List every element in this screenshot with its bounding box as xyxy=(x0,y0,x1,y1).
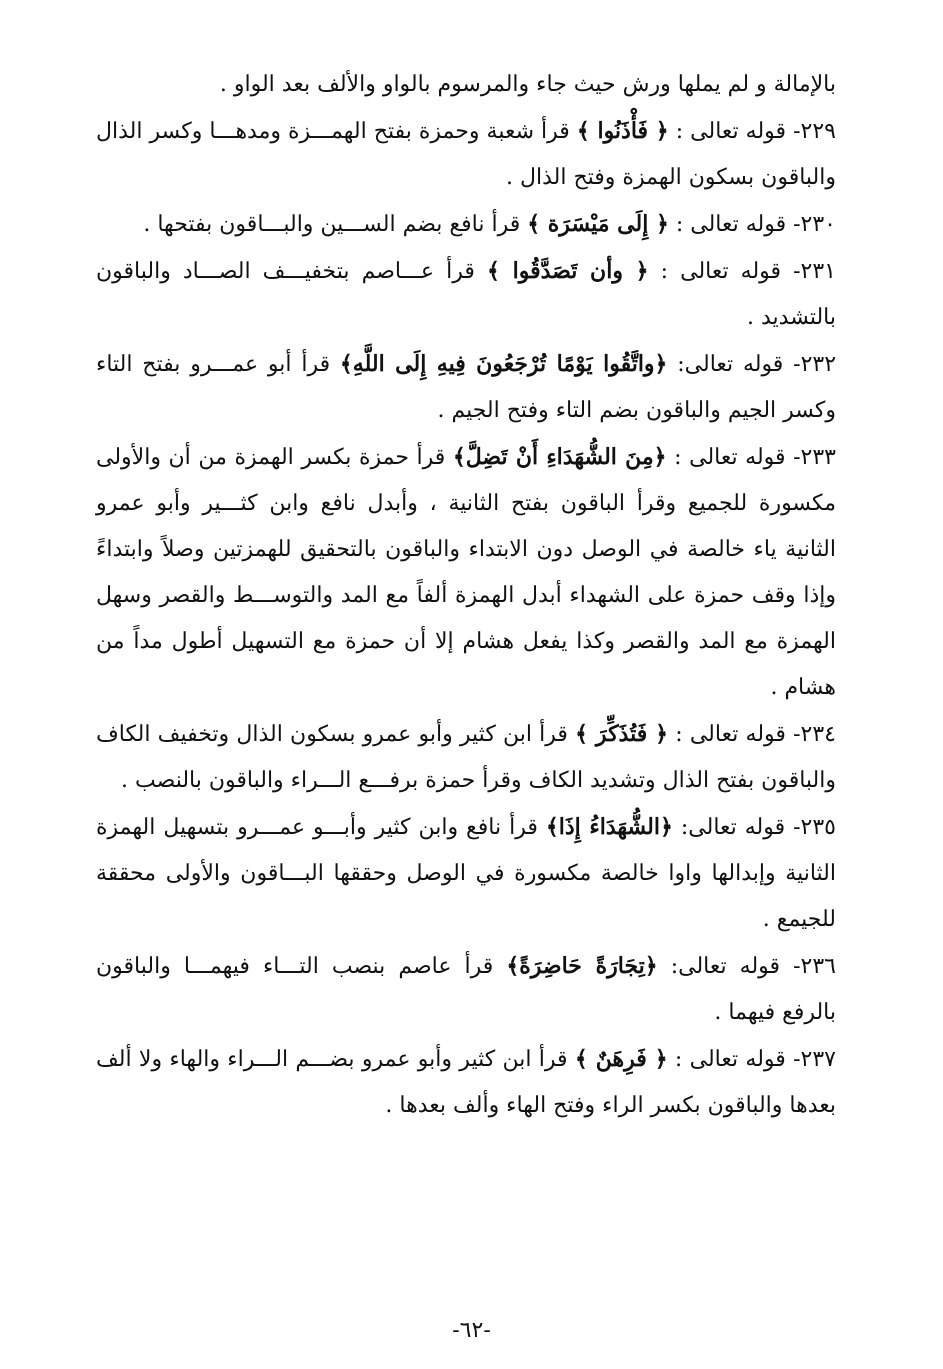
entry-lead: ٢٣٤- قوله تعالى : xyxy=(668,722,836,747)
entry-232 xyxy=(96,341,836,434)
entry-lead: ٢٣٧- قوله تعالى : xyxy=(667,1047,836,1072)
entry-text: قرأ نافع وابن كثير وأبـــو عمـــرو بتسهيل الهمزة الثانية وإبدالها واوا خالصة مكسورة في الوصل وحققها البـــاقون والأولى محققة للجيمع . xyxy=(96,815,836,932)
entry-229 xyxy=(96,108,836,201)
entry-lead: ٢٣٢- قوله تعالى: xyxy=(667,352,837,377)
entry-text: قرأ شعبة وحمزة بفتح الهمـــزة ومدهـــا وكسر الذال والباقون بسكون الهمزة وفتح الذال . xyxy=(96,119,836,190)
quran-verse: ﴿واتَّقُوا يَوْمًا تُرْجَعُونَ فِيهِ إِلَى اللَّهِ﴾ xyxy=(339,351,668,377)
page-number: -٦٢- xyxy=(452,1318,491,1343)
text-continuation xyxy=(96,62,836,108)
quran-verse: ﴿تِجَارَةً حَاضِرَةً﴾ xyxy=(506,953,658,979)
entry-text: قرأ حمزة بكسر الهمزة من أن والأولى مكسورة للجميع وقرأ الباقون بفتح الثانية ، وأبدل نافع وابن كثـــير وأبو عمرو الثانية ياء خالصة في الوصل دون الابتداء والباقون بالتحقيق للهمزتين وصلاً وابتداءً وإذا وقف حمزة على الشهداء أبدل الهمزة ألفاً مع المد والتوســـط والقصر وسهل الهمزة مع المد والقصر وكذا يفعل هشام إلا أن حمزة مع التسهيل أطول مداً من هشام . xyxy=(96,445,836,700)
quran-verse: ﴿ إِلَى مَيْسَرَة ﴾ xyxy=(527,211,669,237)
entry-235 xyxy=(96,804,836,943)
entry-lead: ٢٣٠- قوله تعالى : xyxy=(668,212,836,237)
quran-verse: ﴿ فَرِهَنٌ ﴾ xyxy=(574,1046,668,1072)
page-body xyxy=(96,62,836,1129)
entry-text: قرأ أبو عمـــرو بفتح التاء وكسر الجيم والباقون بضم التاء وفتح الجيم . xyxy=(96,352,836,423)
entry-237 xyxy=(96,1036,836,1129)
entry-231 xyxy=(96,248,836,341)
quran-verse: ﴿ فَتُذَكِّرَ ﴾ xyxy=(575,721,669,747)
entry-lead: ٢٣٥- قوله تعالى: xyxy=(672,815,836,840)
entry-230 xyxy=(96,201,836,248)
entry-233 xyxy=(96,434,836,711)
quran-verse: ﴿ فَأْذَنُوا ﴾ xyxy=(576,118,669,144)
entry-lead: ٢٣٦- قوله تعالى: xyxy=(657,954,836,979)
quran-verse: ﴿الشُّهَدَاءُ إِذَا﴾ xyxy=(545,814,673,840)
entry-lead: ٢٣٣- قوله تعالى : xyxy=(666,445,836,470)
entry-text: قرأ عاصم بنصب التـــاء فيهمـــا والباقون بالرفع فيهما . xyxy=(96,954,836,1025)
entry-234 xyxy=(96,711,836,804)
entry-text: قرأ ابن كثير وأبو عمرو بضـــم الـــراء والهاء ولا ألف بعدها والباقون بكسر الراء وفتح الهاء وألف بعدها . xyxy=(96,1047,836,1118)
entry-236 xyxy=(96,943,836,1036)
quran-verse: ﴿مِنَ الشُّهَدَاءِ أَنْ تَضِلَّ﴾ xyxy=(452,444,667,470)
quran-verse: ﴿ وأن تَصَدَّقُوا ﴾ xyxy=(486,258,649,284)
entry-text: قرأ عـــاصم بتخفيـــف الصـــاد والباقون بالتشديد . xyxy=(96,259,836,330)
entry-text: قرأ نافع بضم الســـين والبـــاقون بفتحها . xyxy=(143,212,528,237)
entry-text: قرأ ابن كثير وأبو عمرو بسكون الذال وتخفيف الكاف والباقون بفتح الذال وتشديد الكاف وقرأ حمزة برفـــع الـــراء والباقون بالنصب . xyxy=(96,722,836,793)
entry-text: بالإمالة و لم يملها ورش حيث جاء والمرسوم بالواو والألف بعد الواو . xyxy=(219,72,836,97)
entry-lead: ٢٢٩- قوله تعالى : xyxy=(668,119,836,144)
entry-lead: ٢٣١- قوله تعالى : xyxy=(648,259,836,284)
